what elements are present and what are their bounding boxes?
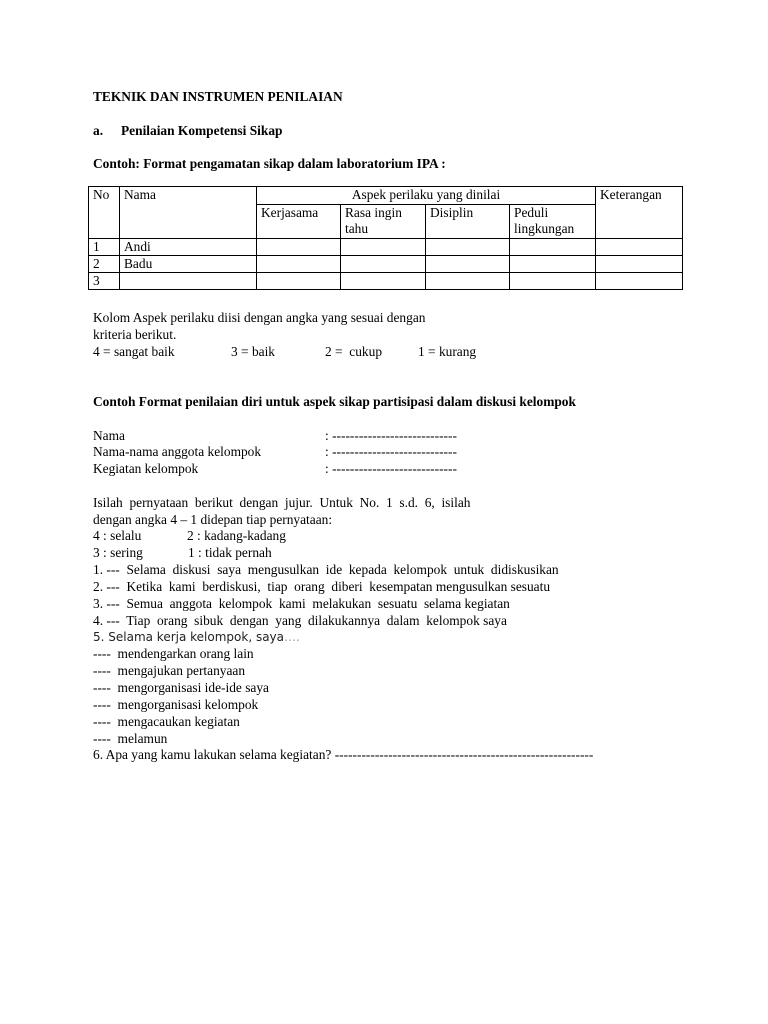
field-value-kegiatan: : ---------------------------- (325, 461, 457, 476)
cell-empty (257, 239, 341, 256)
cell-empty (510, 273, 596, 290)
cell-empty (257, 256, 341, 273)
cell-empty (596, 256, 683, 273)
scale-sering: 3 : sering (93, 545, 143, 560)
row-no: 3 (89, 273, 120, 290)
statement-3: 3. --- Semua anggota kelompok kami melakukan sesuatu selama kegiatan (93, 596, 510, 611)
statement-5 (93, 629, 300, 646)
field-label-anggota: Nama-nama anggota kelompok (93, 444, 262, 459)
statement-1: 1. --- Selama diskusi saya mengusulkan ide kepada kelompok untuk didiskusikan (93, 562, 559, 577)
subheader-rasa-ingin-tahu: Rasa ingin tahu (341, 205, 426, 239)
subheader-peduli-lingkungan: Peduli lingkungan (510, 205, 596, 239)
criteria-scale-1: 1 = kurang (418, 344, 477, 359)
criteria-scale-3: 3 = baik (231, 344, 275, 359)
cell-empty (510, 239, 596, 256)
table-row (89, 239, 683, 256)
statement-6: 6. Apa yang kamu lakukan selama kegiatan? ---------------------------------------------------------- (93, 747, 594, 762)
header-no: No (89, 187, 120, 239)
row-no: 1 (89, 239, 120, 256)
instructions-line-2: dengan angka 4 – 1 didepan tiap pernyataan: (93, 512, 333, 527)
cell-empty (341, 273, 426, 290)
header-nama: Nama (120, 187, 257, 239)
item5-option: ---- mengorganisasi ide-ide saya (93, 680, 270, 695)
field-value-nama: : ---------------------------- (325, 428, 457, 443)
statement-5-text: 5. Selama kerja kelompok, saya (93, 630, 285, 644)
observation-table (88, 186, 683, 290)
criteria-line-1: Kolom Aspek perilaku diisi dengan angka yang sesuai dengan (93, 310, 426, 325)
item5-option: ---- mengorganisasi kelompok (93, 697, 259, 712)
row-no: 2 (89, 256, 120, 273)
criteria-scale-2: 2 = cukup (325, 344, 383, 359)
cell-empty (426, 239, 510, 256)
cell-empty (596, 239, 683, 256)
cell-empty (257, 273, 341, 290)
cell-empty (596, 273, 683, 290)
cell-empty (510, 256, 596, 273)
scale-selalu: 4 : selalu (93, 528, 142, 543)
section-a-marker: a. (93, 123, 104, 138)
cell-empty (426, 256, 510, 273)
table-header-row (89, 187, 683, 205)
statement-4: 4. --- Tiap orang sibuk dengan yang dilakukannya dalam kelompok saya (93, 613, 507, 628)
item5-option: ---- mengacaukan kegiatan (93, 714, 240, 729)
field-label-nama: Nama (93, 428, 125, 443)
subheader-disiplin: Disiplin (426, 205, 510, 239)
row-nama (120, 273, 257, 290)
field-value-anggota: : ---------------------------- (325, 444, 457, 459)
header-aspek: Aspek perilaku yang dinilai (257, 187, 596, 205)
field-label-kegiatan: Kegiatan kelompok (93, 461, 199, 476)
section-a-title: Penilaian Kompetensi Sikap (121, 123, 283, 138)
cell-empty (341, 256, 426, 273)
instructions-line-1: Isilah pernyataan berikut dengan jujur. Untuk No. 1 s.d. 6, isilah (93, 495, 471, 510)
table-row (89, 273, 683, 290)
table-row (89, 256, 683, 273)
cell-empty (341, 239, 426, 256)
statement-2: 2. --- Ketika kami berdiskusi, tiap orang diberi kesempatan mengusulkan sesuatu (93, 579, 551, 594)
criteria-line-2: kriteria berikut. (93, 327, 177, 342)
document-title: TEKNIK DAN INSTRUMEN PENILAIAN (93, 89, 343, 104)
criteria-scale-4: 4 = sangat baik (93, 344, 175, 359)
row-nama: Badu (120, 256, 257, 273)
scale-tidak-pernah: 1 : tidak pernah (188, 545, 272, 560)
item5-option: ---- mengajukan pertanyaan (93, 663, 246, 678)
scale-kadang-kadang: 2 : kadang-kadang (187, 528, 286, 543)
cell-empty (426, 273, 510, 290)
item5-option: ---- mendengarkan orang lain (93, 646, 254, 661)
statement-5-dots: …. (284, 630, 300, 644)
example2-title: Contoh Format penilaian diri untuk aspek sikap partisipasi dalam diskusi kelompok (93, 394, 576, 409)
item5-option: ---- melamun (93, 731, 168, 746)
example1-title: Contoh: Format pengamatan sikap dalam laboratorium IPA : (93, 156, 446, 171)
subheader-kerjasama: Kerjasama (257, 205, 341, 239)
header-keterangan: Keterangan (596, 187, 683, 239)
row-nama: Andi (120, 239, 257, 256)
